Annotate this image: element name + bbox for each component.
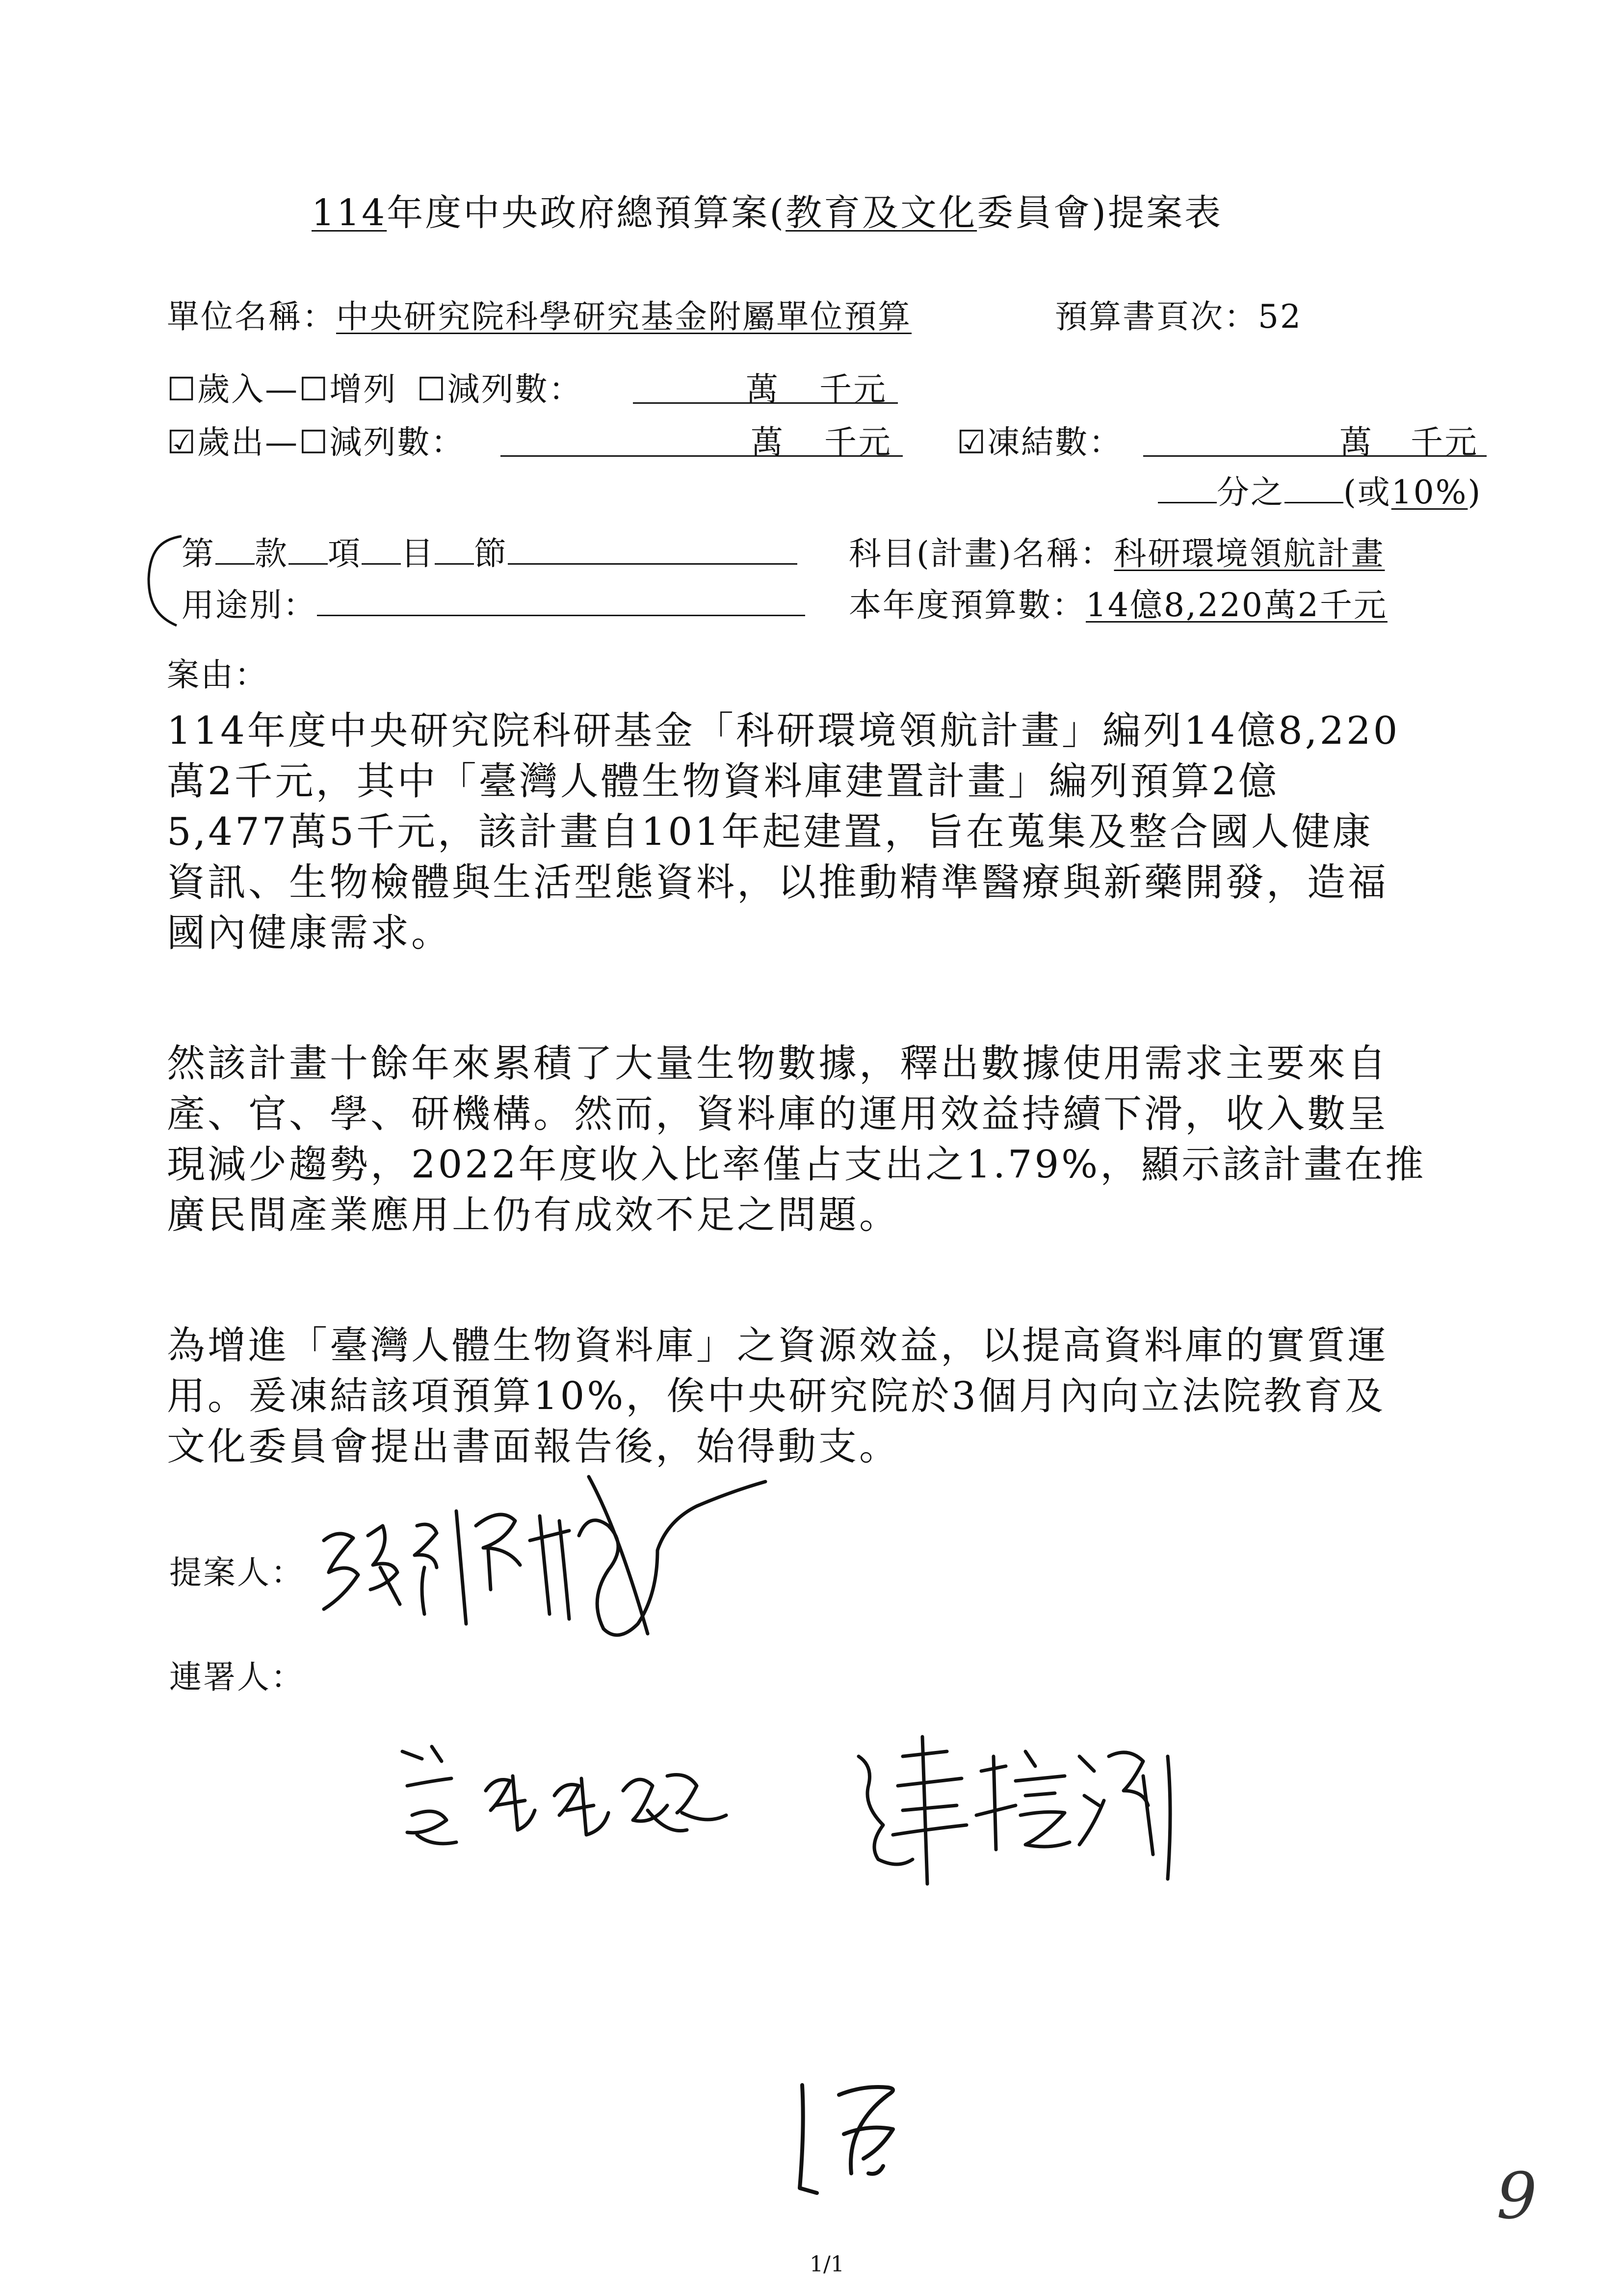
revenue-row	[167, 363, 583, 410]
purpose-label: 用途別：	[182, 586, 317, 624]
reason-line: 國內健康需求。	[167, 911, 452, 955]
handwritten-number-17	[775, 2075, 932, 2198]
unit-value: 中央研究院科學研究基金附屬單位預算	[336, 298, 912, 336]
reason-label: 案由：	[167, 656, 268, 694]
reason-line: 萬2千元，其中「臺灣人體生物資料庫建置計畫」編列預算2億	[167, 759, 1280, 804]
budget-value: 14億8,220萬2千元	[1086, 586, 1388, 624]
title-year: 114	[312, 192, 387, 234]
revenue-increase-checkbox: ☐	[299, 370, 330, 408]
form-title	[312, 184, 1223, 236]
expense-wan: 萬	[751, 423, 785, 461]
budget-label: 本年度預算數：	[849, 586, 1086, 624]
reason-line: 廣民間產業應用上仍有成效不足之問題。	[167, 1193, 900, 1237]
expense-amount	[500, 416, 903, 461]
page-footer: 1/1	[810, 2252, 844, 2277]
unit-label: 單位名稱：	[167, 298, 336, 336]
cosigner-signature-2	[849, 1727, 1192, 1894]
proposer-signature	[314, 1467, 780, 1644]
cosigner-signature-1	[393, 1732, 746, 1859]
purpose-row	[182, 579, 805, 626]
handwritten-number	[775, 2075, 932, 2200]
reason-line: 為增進「臺灣人體生物資料庫」之資源效益，以提高資料庫的實質運	[167, 1324, 1389, 1368]
budget-page-row	[1055, 290, 1302, 337]
freeze-or-open: (或	[1343, 473, 1391, 511]
freeze-wan: 萬	[1339, 423, 1373, 461]
title-post: 委員會)提案表	[977, 192, 1223, 234]
revenue-increase-label: 增列	[329, 370, 397, 408]
unit-row	[167, 290, 912, 337]
freeze-checkbox: ☑	[957, 423, 988, 461]
expense-row	[167, 416, 465, 463]
reason-line: 資訊、生物檢體與生活型態資料，以推動精準醫療與新藥開發，造福	[167, 861, 1389, 905]
budget-row	[849, 579, 1388, 626]
reason-line: 然該計畫十餘年來累積了大量生物數據，釋出數據使用需求主要來自	[167, 1042, 1389, 1086]
freeze-qianyuan: 千元	[1411, 423, 1478, 461]
expense-checkbox: ☑	[167, 423, 198, 461]
corner-number-text: 9	[1496, 2159, 1537, 2233]
item-xiang: 項	[328, 535, 362, 573]
revenue-amount	[633, 363, 898, 408]
reason-line: 用。爰凍結該項預算10%，俟中央研究院於3個月內向立法院教育及	[167, 1374, 1386, 1418]
freeze-amount	[1143, 416, 1487, 461]
item-jie: 節	[474, 535, 508, 573]
item-di: 第	[182, 535, 215, 573]
reason-line: 文化委員會提出書面報告後，始得動支。	[167, 1425, 900, 1469]
reason-line: 5,477萬5千元，該計畫自101年起建置，旨在蒐集及整合國人健康	[167, 810, 1373, 854]
title-pre: 年度中央政府總預算案(	[387, 192, 786, 234]
cosigner-label: 連署人：	[169, 1658, 305, 1696]
freeze-fraction-row	[1158, 466, 1482, 513]
freeze-percent: 10%	[1391, 473, 1468, 511]
item-kuan: 款	[255, 535, 288, 573]
revenue-wan: 萬	[746, 370, 780, 408]
plan-row	[849, 527, 1385, 574]
revenue-decrease-checkbox: ☐	[417, 370, 447, 408]
revenue-qianyuan: 千元	[819, 370, 887, 408]
revenue-checkbox: ☐	[167, 370, 198, 408]
budget-page-label: 預算書頁次：	[1055, 298, 1258, 336]
reason-line: 現減少趨勢，2022年度收入比率僅占支出之1.79%，顯示該計畫在推	[167, 1143, 1426, 1187]
expense-decrease-checkbox: ☐	[299, 423, 330, 461]
plan-value: 科研環境領航計畫	[1114, 535, 1385, 573]
freeze-row	[957, 416, 1123, 463]
item-mu: 目	[401, 535, 435, 573]
item-row	[182, 527, 797, 574]
freeze-label: 凍結數：	[987, 423, 1123, 461]
freeze-or-close: )	[1467, 473, 1482, 511]
corner-number	[1496, 2159, 1537, 2233]
revenue-decrease-label: 減列數：	[447, 370, 583, 408]
reason-line: 114年度中央研究院科研基金「科研環境領航計畫」編列14億8,220	[167, 709, 1400, 753]
expense-label: 歲出—	[197, 423, 299, 461]
plan-label: 科目(計畫)名稱：	[849, 535, 1114, 573]
proposer-label: 提案人：	[169, 1554, 305, 1592]
revenue-label: 歲入—	[197, 370, 299, 408]
reason-line: 產、官、學、研機構。然而，資料庫的運用效益持續下滑，收入數呈	[167, 1092, 1389, 1136]
expense-qianyuan: 千元	[824, 423, 892, 461]
freeze-fraction-of: 分之	[1217, 473, 1284, 511]
expense-decrease-label: 減列數：	[329, 423, 465, 461]
budget-page-value: 52	[1258, 298, 1302, 336]
title-committee: 教育及文化	[786, 192, 977, 234]
